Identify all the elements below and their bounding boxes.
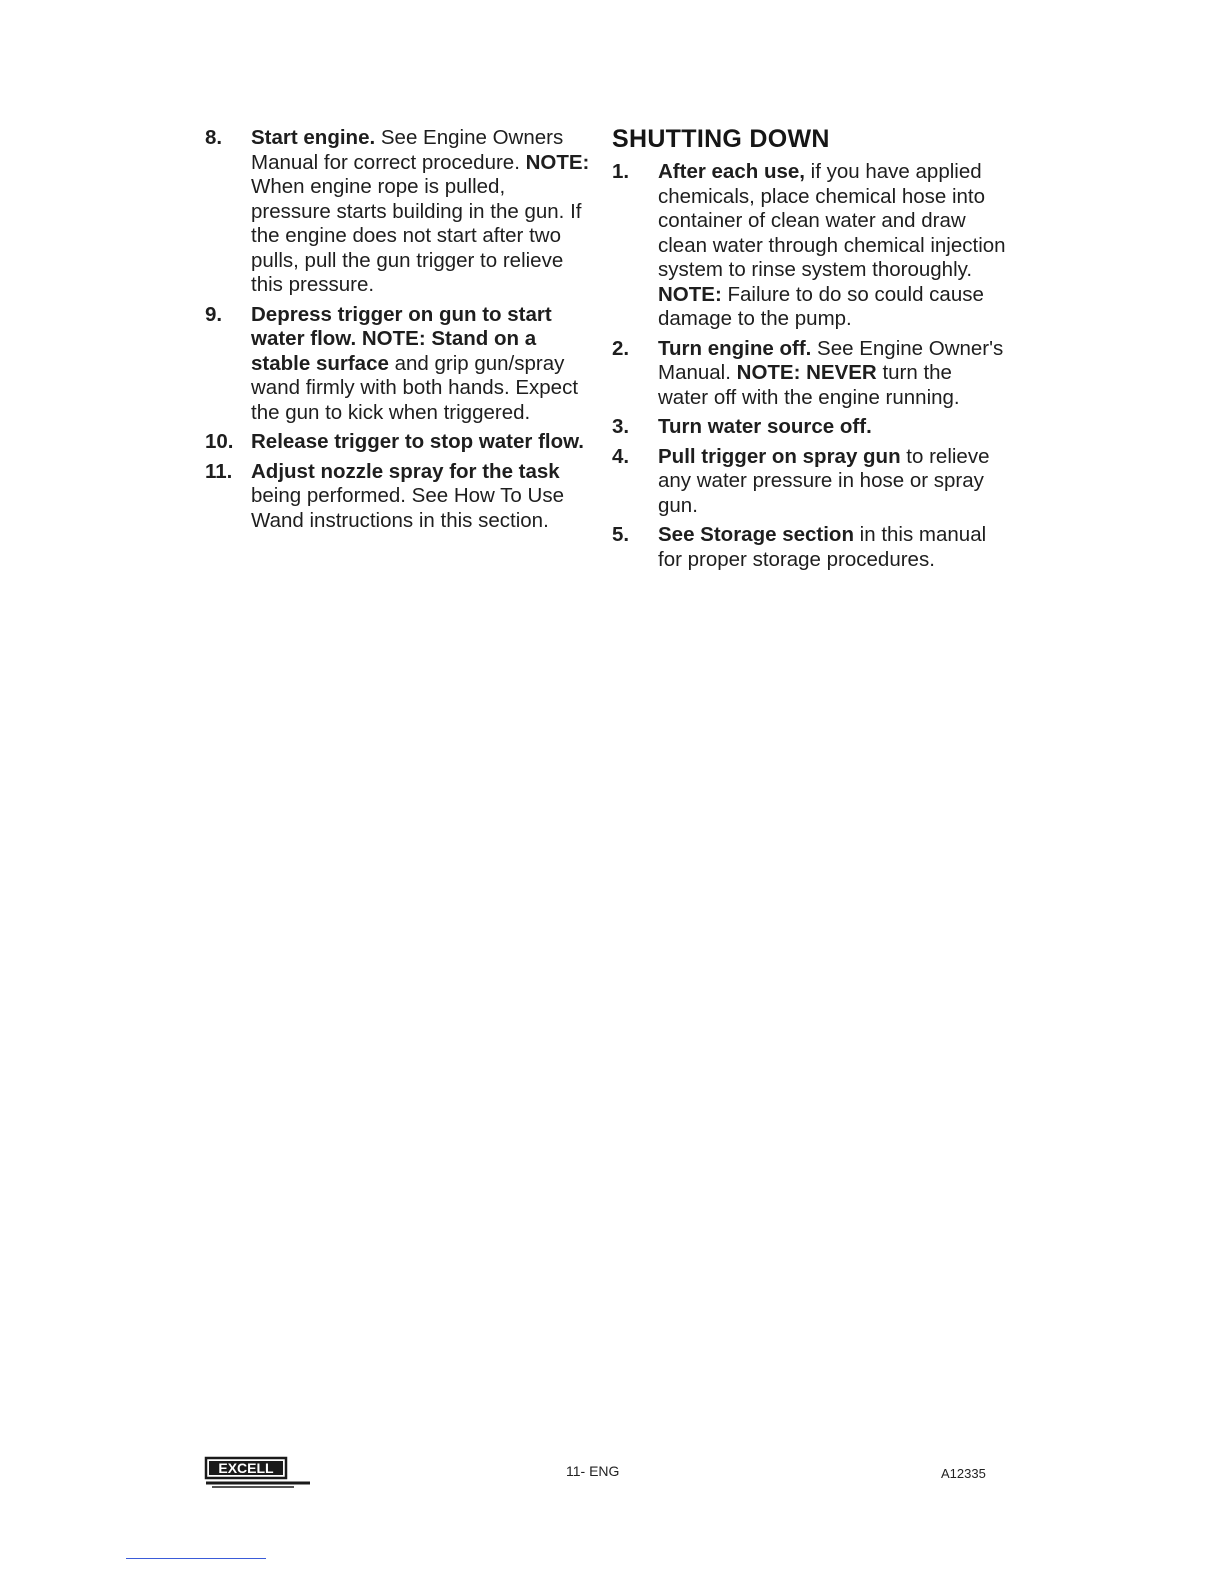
left-column <box>205 126 590 538</box>
step-number: 10. <box>205 430 234 453</box>
section-title-shutting-down: SHUTTING DOWN <box>612 125 830 153</box>
step-note: NOTE: <box>525 150 590 174</box>
step-lead: Turn engine off. <box>658 336 812 360</box>
step-body: See Engine Owner's Manual. <box>658 336 1004 384</box>
step-body: if you have applied chemicals, place chemical hose into container of clean water and draw clean water through chemical injection system to rinse system thoroughly. <box>658 160 1006 281</box>
step-item <box>612 337 1007 411</box>
step-lead: After each use, <box>658 160 805 183</box>
step-body: to relieve any water pressure in hose or spray gun. <box>658 444 990 517</box>
step-body: being performed. See How To Use Wand instructions in this section. <box>251 484 564 532</box>
step-item <box>612 160 1007 332</box>
step-item <box>612 415 1007 440</box>
step-item <box>612 523 1007 572</box>
step-lead: Start engine. <box>251 126 376 149</box>
step-body: in this manual for proper storage procedures. <box>658 523 987 571</box>
step-number: 4. <box>612 444 630 468</box>
document-code: A12335 <box>941 1466 986 1481</box>
step-lead: Adjust nozzle spray for the task <box>251 459 560 483</box>
step-body-continued: turn the water off with the engine running. <box>658 361 960 409</box>
right-step-list <box>612 160 1007 572</box>
step-body-continued: When engine rope is pulled, pressure starts building in the gun. If the engine does not start after two pulls, pull the gun trigger to relieve this pressure. <box>251 175 582 296</box>
step-item <box>205 303 590 426</box>
step-item <box>205 460 590 534</box>
step-lead: See Storage section <box>658 523 854 546</box>
step-number: 2. <box>612 336 630 360</box>
left-step-list <box>205 126 590 533</box>
step-note: NOTE: NEVER <box>736 361 877 384</box>
step-number: 5. <box>612 523 630 546</box>
excell-logo <box>204 1456 312 1490</box>
step-number: 8. <box>205 126 223 149</box>
step-lead: Depress trigger on gun to start water flow. NOTE: Stand on a stable surface <box>251 302 552 375</box>
step-body: See Engine Owners Manual for correct procedure. <box>251 126 564 174</box>
step-number: 9. <box>205 302 223 326</box>
step-number: 3. <box>612 415 630 438</box>
step-number: 1. <box>612 160 630 183</box>
logo-text: EXCELL <box>218 1460 274 1476</box>
step-body: and grip gun/spray wand firmly with both hands. Expect the gun to kick when triggered. <box>251 351 579 424</box>
step-item <box>612 445 1007 519</box>
bottom-rule <box>126 1558 266 1559</box>
page-number: 11- ENG <box>566 1463 620 1479</box>
step-lead: Turn water source off. <box>658 415 872 438</box>
excell-logo-icon <box>204 1456 312 1490</box>
step-note: NOTE: <box>658 282 722 306</box>
step-lead: Pull trigger on spray gun <box>658 444 901 468</box>
step-lead: Release trigger to stop water flow. <box>251 430 585 453</box>
right-column <box>612 124 1007 577</box>
step-body-continued: Failure to do so could cause damage to the pump. <box>658 282 984 330</box>
step-item <box>205 126 590 298</box>
step-number: 11. <box>205 459 233 483</box>
step-item <box>205 430 590 455</box>
